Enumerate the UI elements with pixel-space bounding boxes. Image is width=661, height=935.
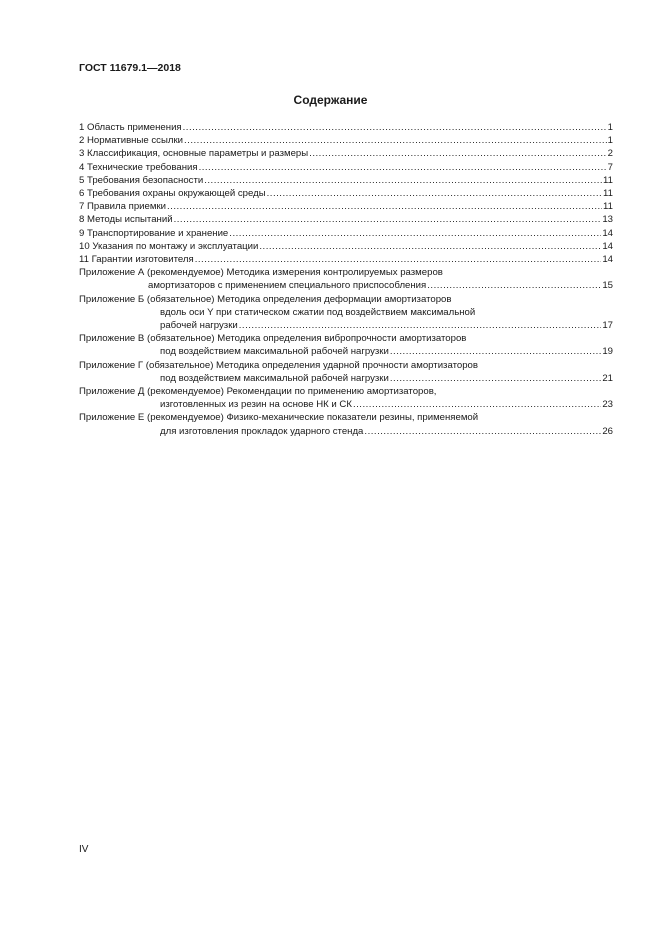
- toc-entry-title: 8 Методы испытаний: [79, 214, 173, 226]
- page-number: IV: [79, 844, 89, 855]
- toc-entry-page: 2: [607, 148, 613, 160]
- toc-entry-title: Приложение Б (обязательное) Методика определения деформации амортизаторов: [79, 293, 452, 305]
- toc-leader-dots: [174, 213, 602, 226]
- toc-entry-page: 1: [607, 122, 613, 133]
- page-title: Содержание: [293, 93, 368, 107]
- toc-leader-dots: [390, 345, 601, 358]
- toc-entry-title: 4 Технические требования: [79, 161, 198, 173]
- toc-entry-page: 11: [603, 174, 613, 186]
- toc-entry-title: 2 Нормативные ссылки: [79, 135, 184, 147]
- toc-entry-page: 17: [602, 320, 613, 332]
- toc-entry[interactable]: [79, 266, 613, 292]
- toc-entry[interactable]: [79, 187, 613, 200]
- toc-entry-title: 3 Классификация, основные параметры и размеры: [79, 148, 309, 160]
- toc-entry-page: 13: [602, 214, 613, 226]
- toc-entry-title: 11 Гарантии изготовителя: [79, 254, 194, 266]
- toc-entry-title: 6 Требования охраны окружающей среды: [79, 188, 266, 200]
- toc-leader-dots: [199, 161, 607, 174]
- toc-leader-dots: [167, 200, 602, 213]
- toc-leader-dots: [239, 319, 602, 332]
- toc-entry-title: изготовленных из резин на основе НК и СК: [160, 399, 352, 411]
- toc-entry-title: под воздействием максимальной рабочей нагрузки: [160, 372, 389, 384]
- toc-entry-title: Приложение В (обязательное) Методика определения вибропрочности амортизаторов: [79, 333, 467, 345]
- toc-leader-dots: [427, 279, 601, 292]
- toc-leader-dots: [229, 227, 601, 240]
- toc-entry[interactable]: [79, 227, 613, 240]
- toc-entry-title: 10 Указания по монтажу и эксплуатации: [79, 240, 259, 252]
- toc-entry[interactable]: [79, 161, 613, 174]
- toc-entry[interactable]: [79, 240, 613, 253]
- toc-entry-page: 14: [602, 240, 613, 252]
- toc-entry[interactable]: [79, 213, 613, 226]
- toc-entry-page: 26: [602, 425, 613, 437]
- toc-entry-title: вдоль оси Y при статическом сжатии под воздействием максимальной: [160, 306, 476, 318]
- toc-entry-page: 11: [603, 201, 613, 213]
- toc-entry[interactable]: [79, 332, 613, 358]
- toc-entry[interactable]: [79, 253, 613, 266]
- toc-leader-dots: [183, 121, 607, 134]
- toc-leader-dots: [195, 253, 602, 266]
- toc-entry[interactable]: [79, 174, 613, 187]
- toc-leader-dots: [204, 174, 602, 187]
- toc-entry-page: 14: [602, 227, 613, 239]
- toc-leader-dots: [309, 147, 606, 160]
- toc-entry-title: для изготовления прокладок ударного стенда: [160, 425, 364, 437]
- toc-entry-page: 15: [602, 280, 613, 292]
- toc-leader-dots: [184, 134, 607, 147]
- toc-entry-title: Приложение Е (рекомендуемое) Физико-механические показатели резины, применяемой: [79, 412, 479, 424]
- toc-entry-title: рабочей нагрузки: [160, 320, 238, 332]
- toc-entry[interactable]: [79, 359, 613, 385]
- document-standard-header: ГОСТ 11679.1—2018: [79, 62, 181, 74]
- toc-entry-page: 21: [602, 372, 613, 384]
- toc-leader-dots: [390, 372, 601, 385]
- toc-entry[interactable]: [79, 411, 613, 437]
- toc-leader-dots: [364, 425, 601, 438]
- toc-entry[interactable]: [79, 200, 613, 213]
- toc-entry-title: под воздействием максимальной рабочей нагрузки: [160, 346, 389, 358]
- toc-entry-title: амортизаторов с применением специального приспособления: [148, 280, 427, 292]
- toc-entry[interactable]: [79, 293, 613, 333]
- toc-entry-title: 5 Требования безопасности: [79, 174, 204, 186]
- toc-entry-page: 1: [607, 135, 613, 147]
- toc-entry[interactable]: [79, 134, 613, 147]
- toc-entry-page: 23: [602, 399, 613, 411]
- toc-entry-title: Приложение А (рекомендуемое) Методика измерения контролируемых размеров: [79, 267, 443, 279]
- toc-entry-title: 7 Правила приемки: [79, 201, 166, 213]
- toc-entry-title: Приложение Д (рекомендуемое) Рекомендации по применению амортизаторов,: [79, 386, 437, 398]
- toc-leader-dots: [267, 187, 602, 200]
- toc-entry-page: 11: [603, 188, 613, 200]
- toc-entry-title: 9 Транспортирование и хранение: [79, 227, 229, 239]
- toc-entry-page: 14: [602, 254, 613, 266]
- table-of-contents: [79, 121, 613, 438]
- toc-leader-dots: [353, 398, 601, 411]
- toc-entry[interactable]: [79, 121, 613, 134]
- toc-entry-title: 1 Область применения: [79, 122, 182, 133]
- toc-entry-page: 19: [602, 346, 613, 358]
- toc-entry[interactable]: [79, 385, 613, 411]
- toc-entry-page: 7: [607, 161, 613, 173]
- toc-entry-title: Приложение Г (обязательное) Методика определения ударной прочности амортизаторов: [79, 359, 478, 371]
- toc-leader-dots: [259, 240, 601, 253]
- toc-entry[interactable]: [79, 147, 613, 160]
